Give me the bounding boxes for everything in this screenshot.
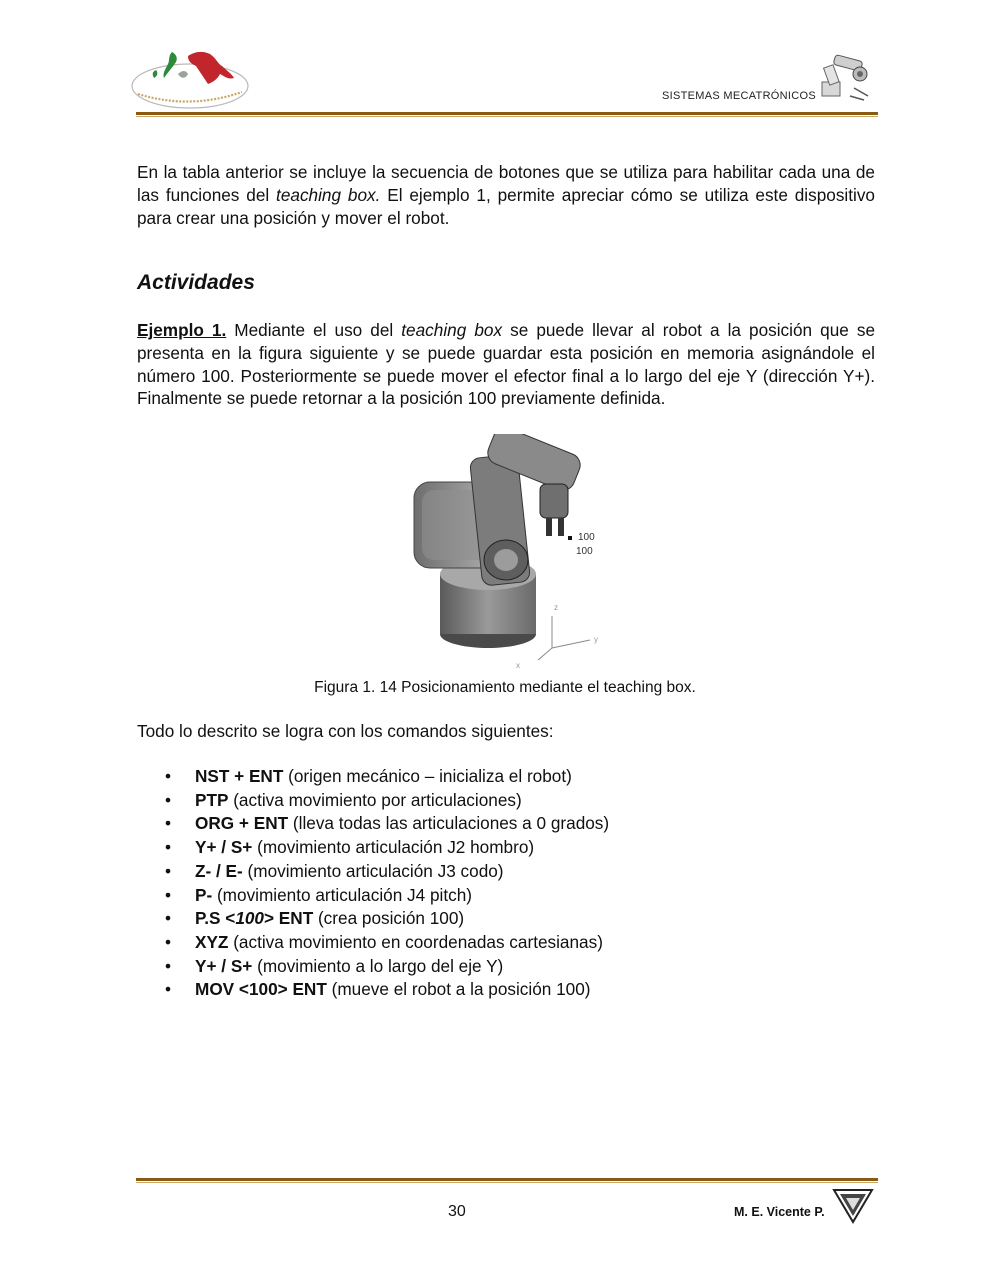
example-paragraph: Ejemplo 1. Mediante el uso del teaching box se puede llevar al robot a la posición que se presenta en la figura siguiente y se puede guardar esta posición en memoria asignándole el número 100. Posteriormente se puede mover el efector final a lo largo del eje Y (dirección Y+). Finalmente se puede retornar a la posición 100 previamente definida.: [137, 320, 876, 409]
position-label: 100: [578, 532, 595, 543]
header-rule: [136, 112, 878, 117]
list-item: • Z- / E- (movimiento articulación J3 codo): [165, 860, 504, 881]
page-number: 30: [448, 1203, 466, 1220]
mexico-map-logo: [128, 44, 252, 114]
list-item: • ORG + ENT (lleva todas las articulaciones a 0 grados): [165, 813, 610, 834]
list-item: • NST + ENT (origen mecánico – inicializa el robot): [165, 766, 572, 786]
intro-paragraph: En la tabla anterior se incluye la secuencia de botones que se utiliza para habilitar cada una de las funciones del teaching box. El ejemplo 1, permite apreciar cómo se utiliza este dispositivo para crear una posición y mover el robot.: [137, 162, 875, 228]
figure-caption: Figura 1. 14 Posicionamiento mediante el teaching box.: [314, 679, 696, 696]
author-name: M. E. Vicente P.: [734, 1205, 825, 1219]
list-item: • P.S <100> ENT (crea posición 100): [165, 908, 465, 929]
robot-arm-logo: [816, 52, 878, 104]
axis-label: x: [516, 661, 520, 670]
axis-label: z: [554, 603, 558, 612]
robot-figure: [408, 434, 618, 672]
triangle-emblem-logo: [832, 1186, 874, 1224]
section-heading: Actividades: [137, 271, 255, 294]
list-item: • PTP (activa movimiento por articulaciones): [165, 789, 522, 810]
axis-label: y: [594, 635, 598, 644]
list-item: • MOV <100> ENT (mueve el robot a la posición 100): [165, 979, 591, 1000]
list-item: • XYZ (activa movimiento en coordenadas cartesianas): [165, 931, 603, 952]
commands-intro: Todo lo descrito se logra con los comandos siguientes:: [137, 721, 554, 741]
list-item: • Y+ / S+ (movimiento articulación J2 hombro): [165, 837, 535, 858]
list-item: • P- (movimiento articulación J4 pitch): [165, 884, 473, 905]
list-item: • Y+ / S+ (movimiento a lo largo del eje Y): [165, 955, 504, 976]
command-list: [165, 765, 609, 1002]
example-label: Ejemplo 1.: [137, 320, 227, 340]
header-title: SISTEMAS MECATRÓNICOS: [662, 90, 816, 102]
position-label: 100: [576, 546, 593, 557]
footer-rule: [136, 1178, 878, 1183]
